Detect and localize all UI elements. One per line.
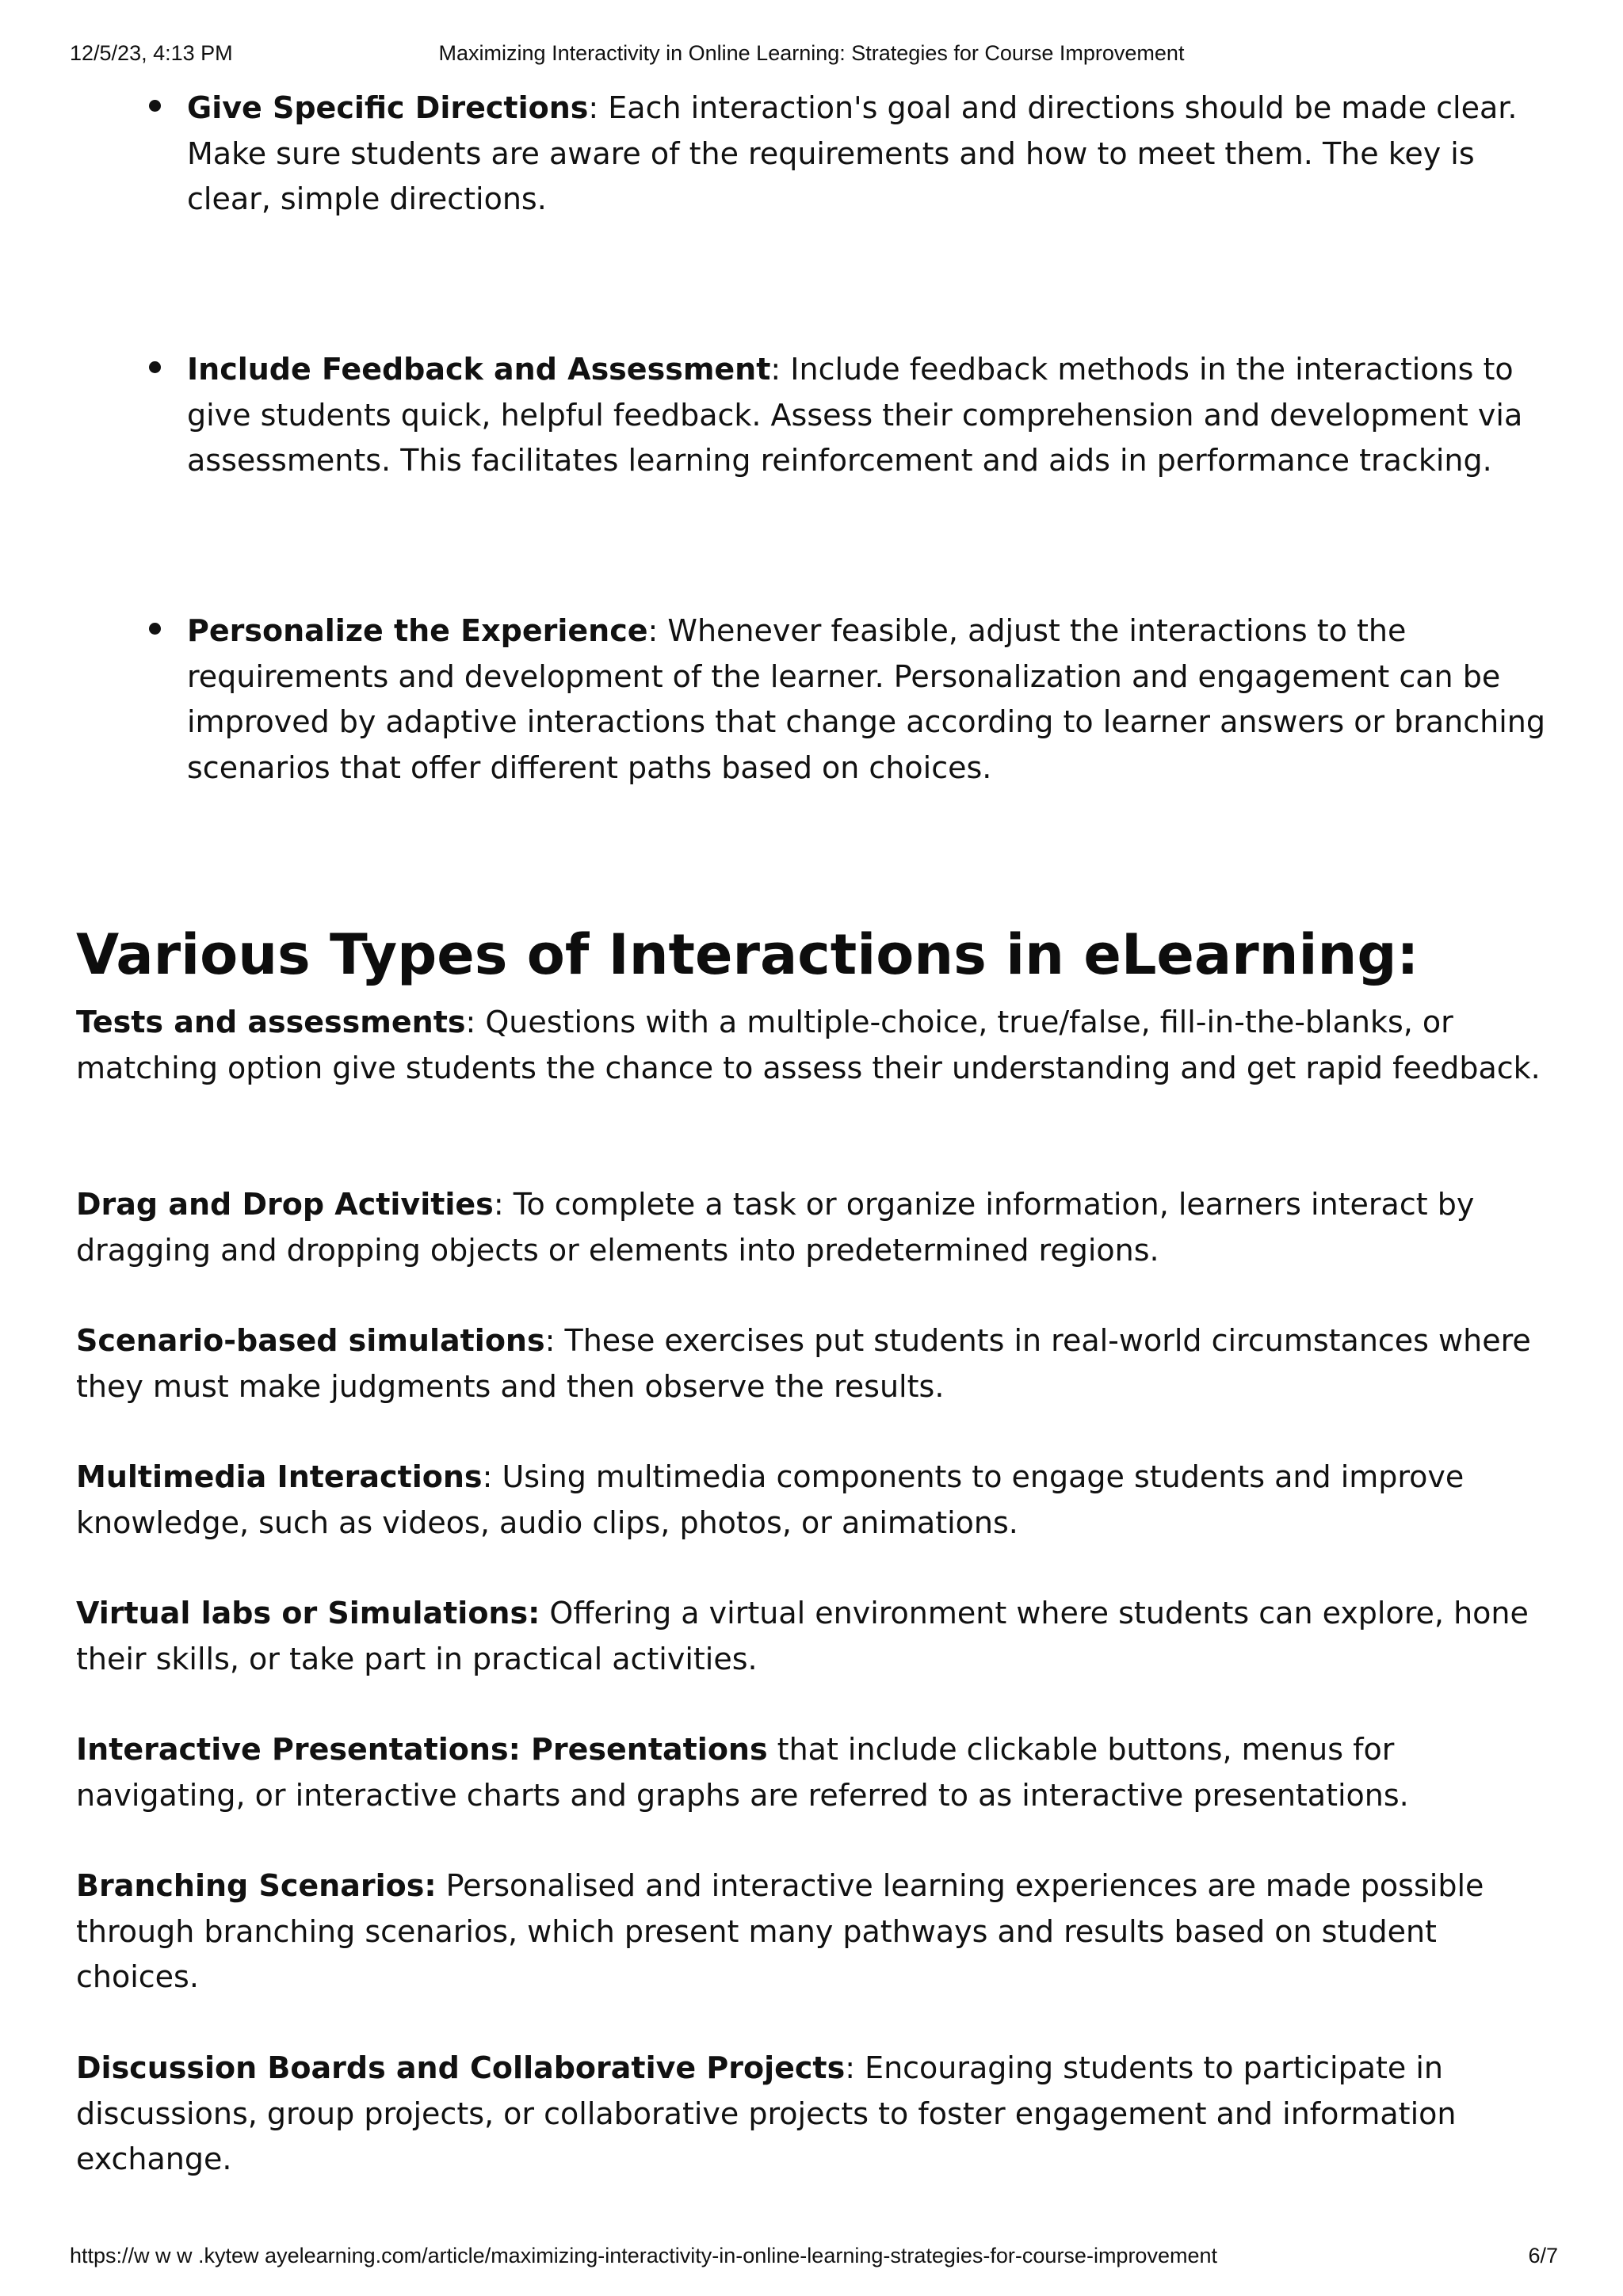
interaction-type-item bbox=[76, 1727, 1566, 1818]
interaction-type-item bbox=[76, 1455, 1566, 1546]
interaction-type-lead: Virtual labs or Simulations: bbox=[76, 1596, 540, 1630]
interaction-type-item bbox=[76, 1591, 1566, 1682]
bullet-lead: Personalize the Experience bbox=[187, 613, 648, 648]
interaction-type-item bbox=[76, 1182, 1566, 1273]
interaction-type-text: Offering a virtual environment where students can explore, hone their skills, or take part in practical activities. bbox=[76, 1596, 1529, 1676]
bullet-item-specific-directions bbox=[187, 86, 1566, 223]
interaction-type-text: that include clickable buttons, menus for navigating, or interactive charts and graphs are referred to as interactive presentations. bbox=[76, 1732, 1409, 1813]
interaction-type-text: Personalised and interactive learning experiences are made possible through branching scenarios, which present many pathways and results based on student choices. bbox=[76, 1868, 1484, 1994]
interaction-type-item bbox=[76, 1000, 1566, 1091]
bullet-item-feedback-assessment bbox=[187, 347, 1566, 484]
interaction-type-text: : Questions with a multiple-choice, true/false, fill-in-the-blanks, or matching option give students the chance to assess their understanding and get rapid feedback. bbox=[76, 1005, 1541, 1085]
interaction-type-item bbox=[76, 1863, 1566, 2000]
interaction-type-lead: Scenario-based simulations bbox=[76, 1323, 545, 1358]
bullet-item-personalize-experience bbox=[187, 608, 1566, 791]
bullet-dot-icon bbox=[149, 361, 161, 373]
bullet-dot-icon bbox=[149, 623, 161, 635]
interaction-type-lead: Multimedia Interactions bbox=[76, 1459, 483, 1494]
bullet-text: : Each interaction's goal and directions should be made clear. Make sure students are aware of the requirements and how to meet them. The key is clear, simple directions. bbox=[187, 90, 1518, 216]
interaction-type-text: : These exercises put students in real-world circumstances where they must make judgments and then observe the results. bbox=[76, 1323, 1531, 1404]
bullet-lead: Include Feedback and Assessment bbox=[187, 352, 771, 387]
print-page-title: Maximizing Interactivity in Online Learning: Strategies for Course Improvement bbox=[438, 41, 1185, 65]
interaction-type-lead: Tests and assessments bbox=[76, 1005, 466, 1039]
interaction-type-lead: Drag and Drop Activities bbox=[76, 1187, 494, 1222]
bullet-text: : Include feedback methods in the interactions to give students quick, helpful feedback. Assess their comprehension and development via assessments. This facilitates learning reinforcement and aids in performance tracking. bbox=[187, 352, 1523, 478]
interaction-type-lead: Branching Scenarios: bbox=[76, 1868, 437, 1903]
bullet-dot-icon bbox=[149, 100, 161, 112]
interaction-type-text: : Encouraging students to participate in discussions, group projects, or collaborative projects to foster engagement and information exchange. bbox=[76, 2050, 1457, 2176]
print-url: https://w w w .kytew ayelearning.com/article/maximizing-interactivity-in-online-learning-strategies-for-course-improvement bbox=[70, 2244, 1217, 2267]
interaction-type-text: : To complete a task or organize information, learners interact by dragging and dropping objects or elements into predetermined regions. bbox=[76, 1187, 1475, 1268]
bullet-lead: Give Specific Directions bbox=[187, 90, 589, 125]
page-number: 6/7 bbox=[1528, 2244, 1558, 2267]
interaction-type-lead: Discussion Boards and Collaborative Projects bbox=[76, 2050, 846, 2085]
interaction-type-item bbox=[76, 1318, 1566, 1409]
print-datetime: 12/5/23, 4:13 PM bbox=[70, 41, 233, 65]
interaction-type-item bbox=[76, 2046, 1566, 2183]
bullet-text: : Whenever feasible, adjust the interactions to the requirements and development of the learner. Personalization and engagement can be improved by adaptive interactions that change according to learner answers or branching scenarios that offer different paths based on choices. bbox=[187, 613, 1546, 785]
section-heading: Various Types of Interactions in eLearning: bbox=[76, 922, 1419, 987]
interaction-type-text: : Using multimedia components to engage students and improve knowledge, such as videos, audio clips, photos, or animations. bbox=[76, 1459, 1465, 1540]
interaction-type-lead: Interactive Presentations: Presentations bbox=[76, 1732, 768, 1767]
print-header bbox=[0, 0, 1623, 63]
